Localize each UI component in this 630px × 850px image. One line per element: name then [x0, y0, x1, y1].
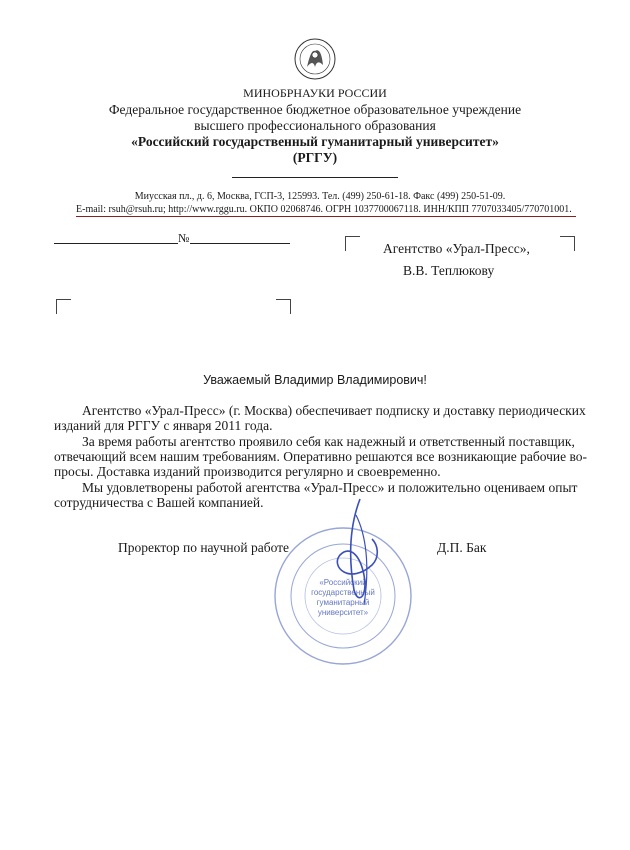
- paragraph-1-line-2: изданий для РГГУ с января 2011 года.: [54, 418, 273, 433]
- recipient-corner-top-right: [560, 236, 575, 251]
- handwritten-signature: [320, 495, 390, 615]
- header-divider: [232, 177, 398, 178]
- signer-name: Д.П. Бак: [437, 540, 487, 555]
- subject-corner-top-right: [276, 299, 291, 314]
- recipient-line-2: В.В. Теплюкову: [403, 263, 495, 278]
- stamp-text-2: государственный: [311, 588, 375, 597]
- paragraph-2-line-1: За время работы агентство проявило себя как надежный и ответственный поставщик,: [82, 434, 575, 449]
- contacts-line: E-mail: rsuh@rsuh.ru; http://www.rggu.ru. ОКПО 02068746. ОГРН 1037700067118. ИНН/КПП 7707033405/770701001.: [76, 204, 572, 215]
- org-line-1: Федеральное государственное бюджетное образовательное учреждение: [108, 102, 522, 117]
- salutation: Уважаемый Владимир Владимирович!: [203, 373, 427, 387]
- recipient-line-1: Агентство «Урал-Пресс»,: [383, 241, 530, 256]
- paragraph-2-line-2: отвечающий всем нашим требованиям. Оперативно решаются все возникающие рабочие во-: [54, 449, 588, 464]
- subject-corner-top-left: [56, 299, 71, 314]
- contacts-underline: [76, 216, 576, 217]
- signer-position: Проректор по научной работе: [118, 540, 290, 555]
- paragraph-1-line-1: Агентство «Урал-Пресс» (г. Москва) обеспечивает подписку и доставку периодических: [82, 403, 586, 418]
- stamp-text-1: «Российский: [319, 578, 367, 587]
- number-sign: №: [178, 231, 190, 245]
- paragraph-2-line-3: просы. Доставка изданий производится регулярно и своевременно.: [54, 464, 441, 479]
- paragraph-3-line-2: сотрудничества с Вашей компанией.: [54, 495, 264, 510]
- org-line-2: высшего профессионального образования: [194, 118, 436, 133]
- ministry-name: МИНОБРНАУКИ РОССИИ: [243, 86, 387, 100]
- number-field-line: [190, 243, 290, 244]
- paragraph-3-line-1: Мы удовлетворены работой агентства «Урал-Пресс» и положительно оцениваем опыт: [82, 480, 578, 495]
- recipient-corner-top-left: [345, 236, 360, 251]
- stamp-text-4: университет»: [317, 608, 369, 617]
- date-field-line: [54, 243, 178, 244]
- university-emblem-logo: [293, 37, 337, 81]
- stamp-text-3: гуманитарный: [316, 598, 370, 607]
- org-abbreviation: (РГГУ): [292, 150, 338, 165]
- org-name: «Российский государственный гуманитарный университет»: [131, 134, 499, 149]
- address-line: Миусская пл., д. 6, Москва, ГСП-3, 125993. Тел. (499) 250-61-18. Факс (499) 250-51-09.: [134, 191, 506, 202]
